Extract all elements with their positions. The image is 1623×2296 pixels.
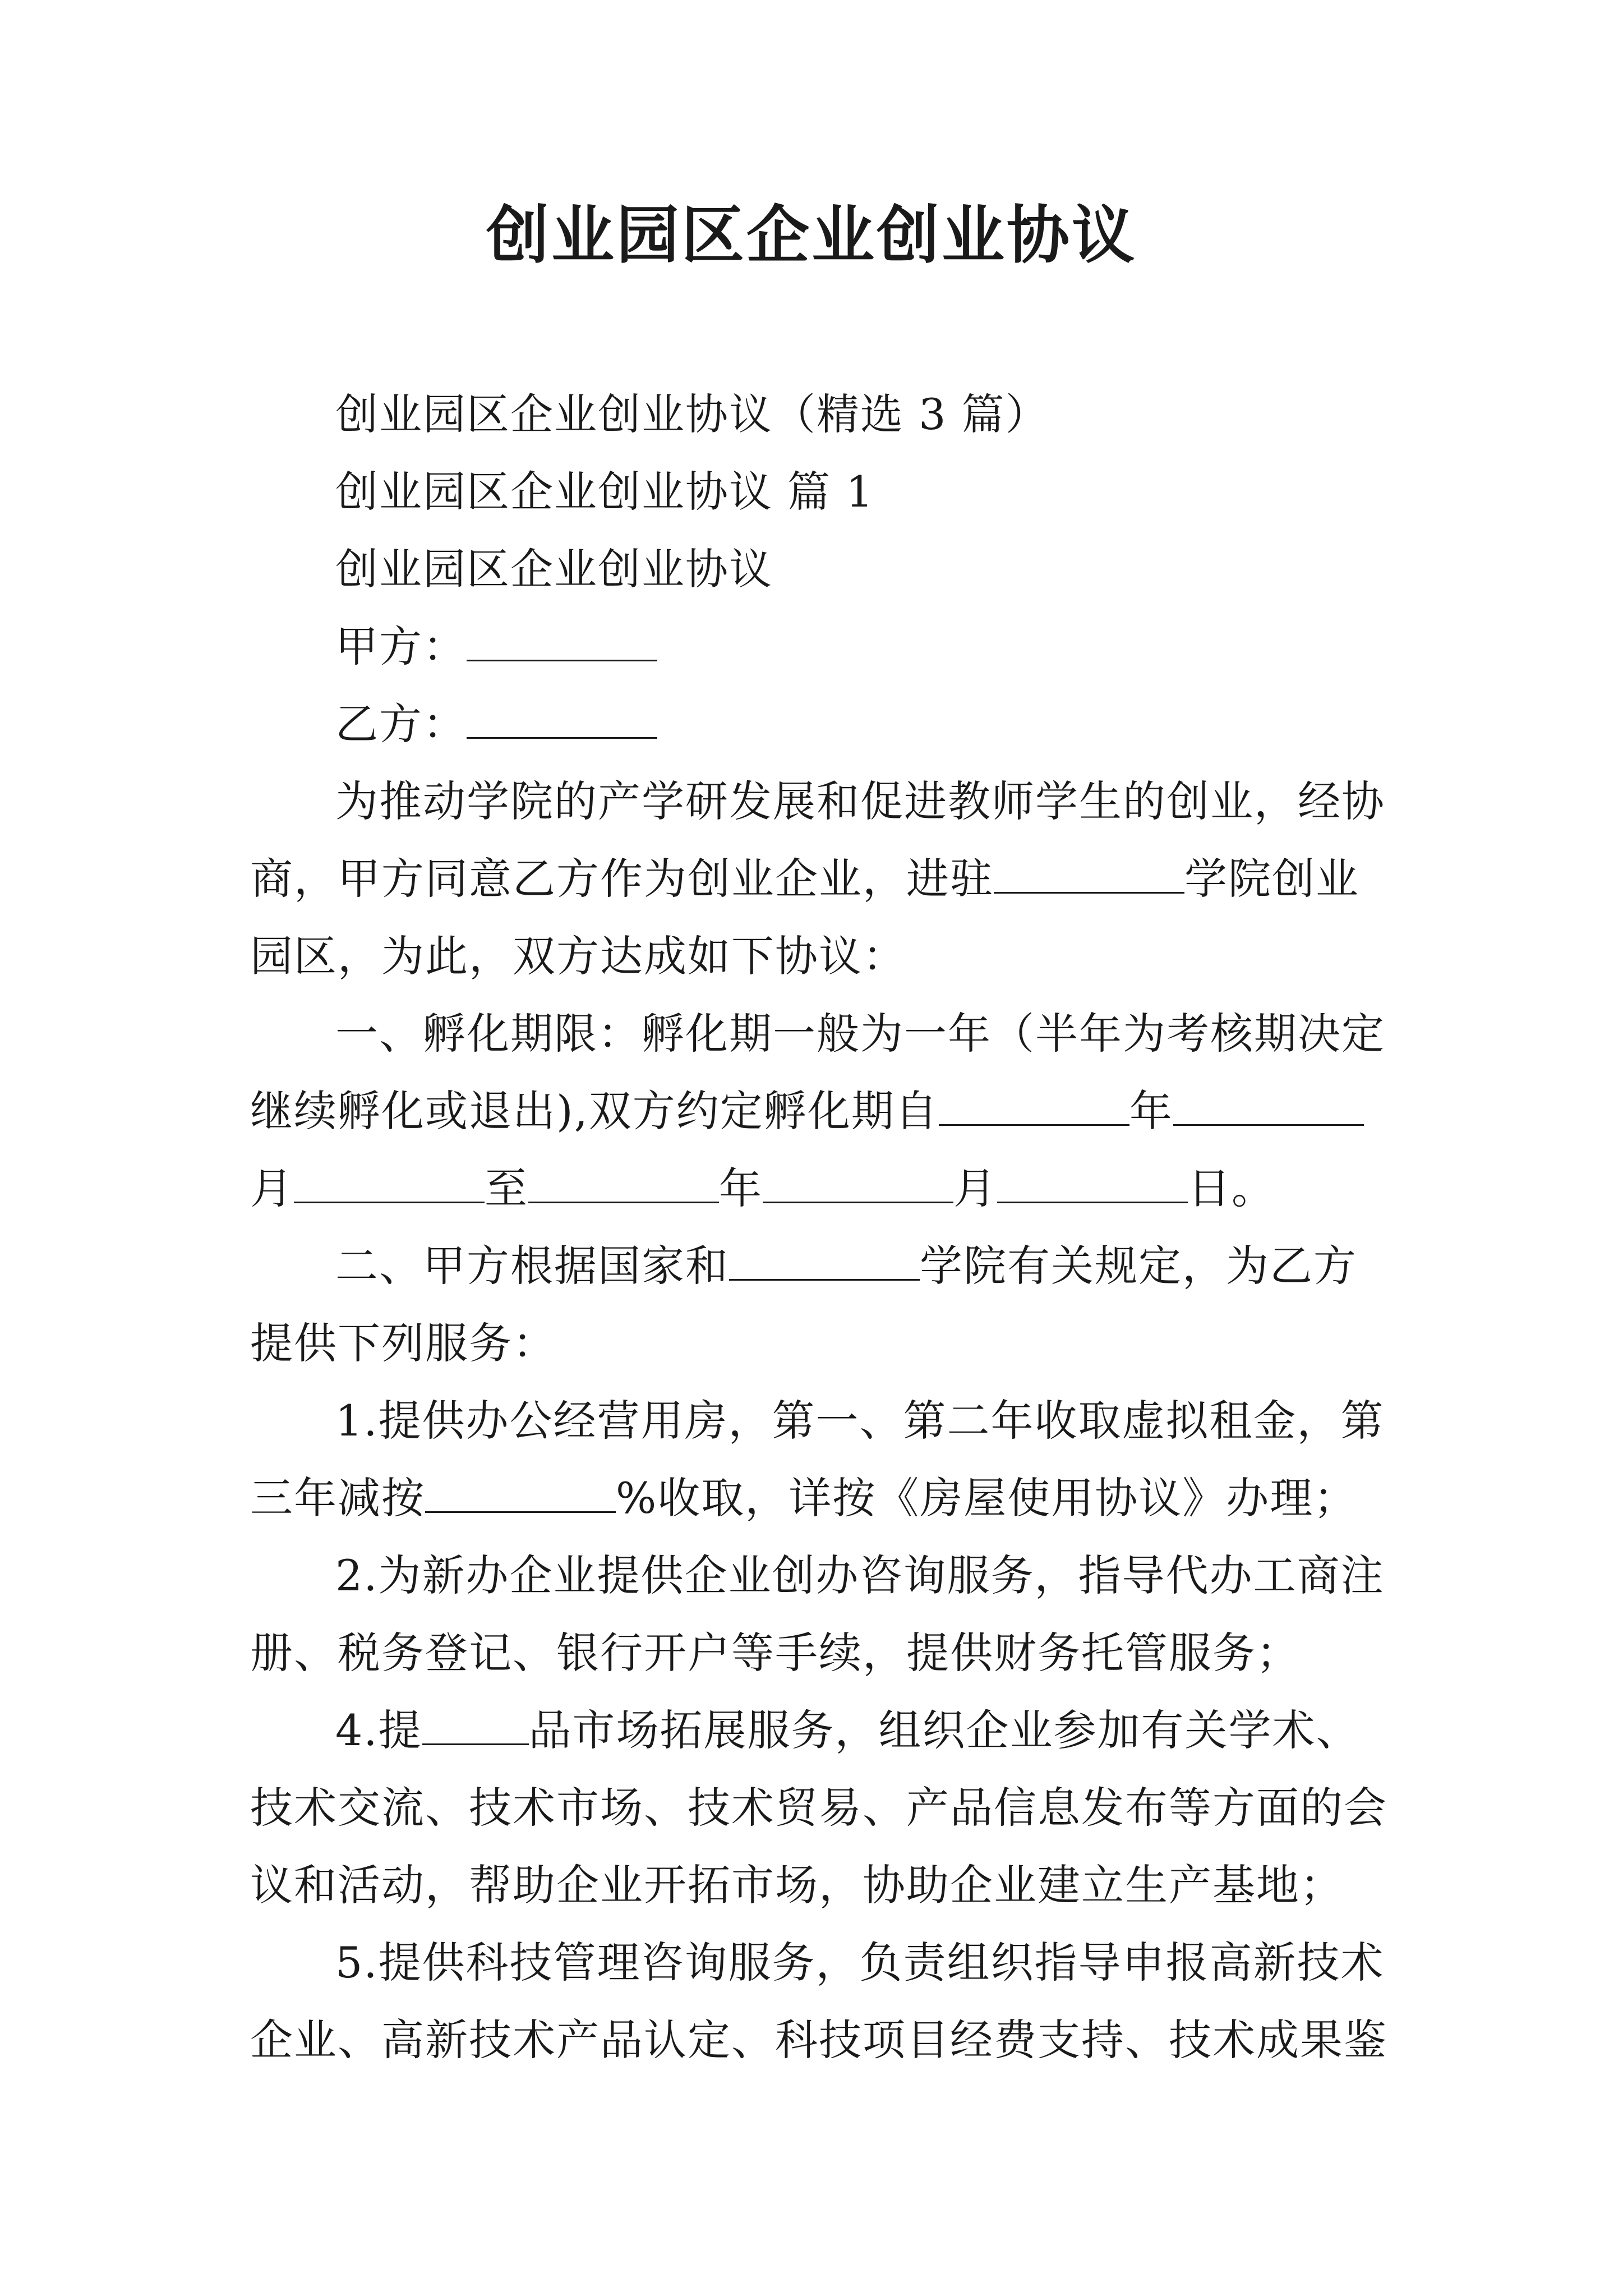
start-day-blank [294, 1168, 485, 1203]
paragraph-line [250, 1460, 1394, 1537]
text-run: 年 [719, 1163, 763, 1213]
paragraph-line: 2.为新办企业提供企业创办咨询服务，指导代办工商注 [335, 1550, 1385, 1600]
start-year-blank [939, 1091, 1129, 1126]
paragraph-line: 企业、高新技术产品认定、科技项目经费支持、技术成果鉴 [250, 2015, 1387, 2065]
paragraph-line [250, 1227, 1394, 1305]
rent-percent-blank [425, 1478, 616, 1513]
college-blank [994, 858, 1184, 894]
college-blank [729, 1245, 920, 1281]
text-run: 日。 [1188, 1163, 1275, 1213]
text-run: 学院有关规定，为乙方 [920, 1241, 1357, 1291]
document-body [250, 376, 1394, 2079]
text-run: 二、甲方根据国家和 [335, 1241, 729, 1291]
document-title: 创业园区企业创业协议 [486, 199, 1137, 272]
text-run: 品市场拓展服务，组织企业参加有关学术、 [528, 1705, 1360, 1755]
party-b-line [250, 685, 1394, 763]
paragraph-line: 为推动学院的产学研发展和促进教师学生的创业，经协 [335, 776, 1385, 826]
paragraph-line: 5.提供科技管理咨询服务，负责组织指导申报高新技术 [335, 1938, 1385, 1987]
text-run: %收取，详按《房屋使用协议》办理； [616, 1473, 1358, 1523]
end-month-blank [763, 1168, 953, 1203]
text-run: 至 [485, 1163, 528, 1213]
end-year-blank [528, 1168, 719, 1203]
text-run: 三年减按 [250, 1473, 425, 1523]
text-run: 年 [1129, 1086, 1173, 1136]
paragraph-line: 一、孵化期限：孵化期一般为一年（半年为考核期决定 [335, 1009, 1385, 1059]
paragraph-line: 1.提供办公经营用房，第一、第二年收取虚拟租金，第 [335, 1396, 1385, 1446]
party-b-blank [467, 703, 657, 739]
text-run: 继续孵化或退出),双方约定孵化期自 [250, 1086, 939, 1136]
paragraph-line: 技术交流、技术市场、技术贸易、产品信息发布等方面的会 [250, 1783, 1387, 1833]
subtitle-line: 创业园区企业创业协议（精选 3 篇） [335, 389, 1049, 439]
section-heading: 创业园区企业创业协议 篇 1 [335, 467, 874, 517]
paragraph-line: 提供下列服务： [250, 1318, 556, 1368]
paragraph-line [250, 1150, 1394, 1227]
text-run: 月 [953, 1163, 997, 1213]
paragraph-line: 园区，为此，双方达成如下协议： [250, 931, 906, 981]
party-a-blank [467, 626, 657, 661]
party-a-label: 甲方： [335, 622, 467, 671]
agreement-name: 创业园区企业创业协议 [335, 544, 773, 594]
text-run: 月 [250, 1163, 294, 1213]
text-run: 学院创业 [1184, 854, 1359, 904]
text-run: 商，甲方同意乙方作为创业企业，进驻 [250, 854, 994, 904]
paragraph-line [250, 1692, 1394, 1769]
paragraph-line [250, 1073, 1394, 1150]
paragraph-line [250, 840, 1394, 918]
paragraph-line: 议和活动，帮助企业开拓市场，协助企业建立生产基地； [250, 1860, 1344, 1910]
end-day-blank [997, 1168, 1188, 1203]
text-run: 4.提 [335, 1705, 422, 1755]
paragraph-line: 册、税务登记、银行开户等手续，提供财务托管服务； [250, 1628, 1300, 1678]
party-b-label: 乙方： [335, 699, 467, 749]
start-month-blank [1173, 1091, 1364, 1126]
service-blank [422, 1710, 529, 1745]
party-a-line [250, 608, 1394, 685]
